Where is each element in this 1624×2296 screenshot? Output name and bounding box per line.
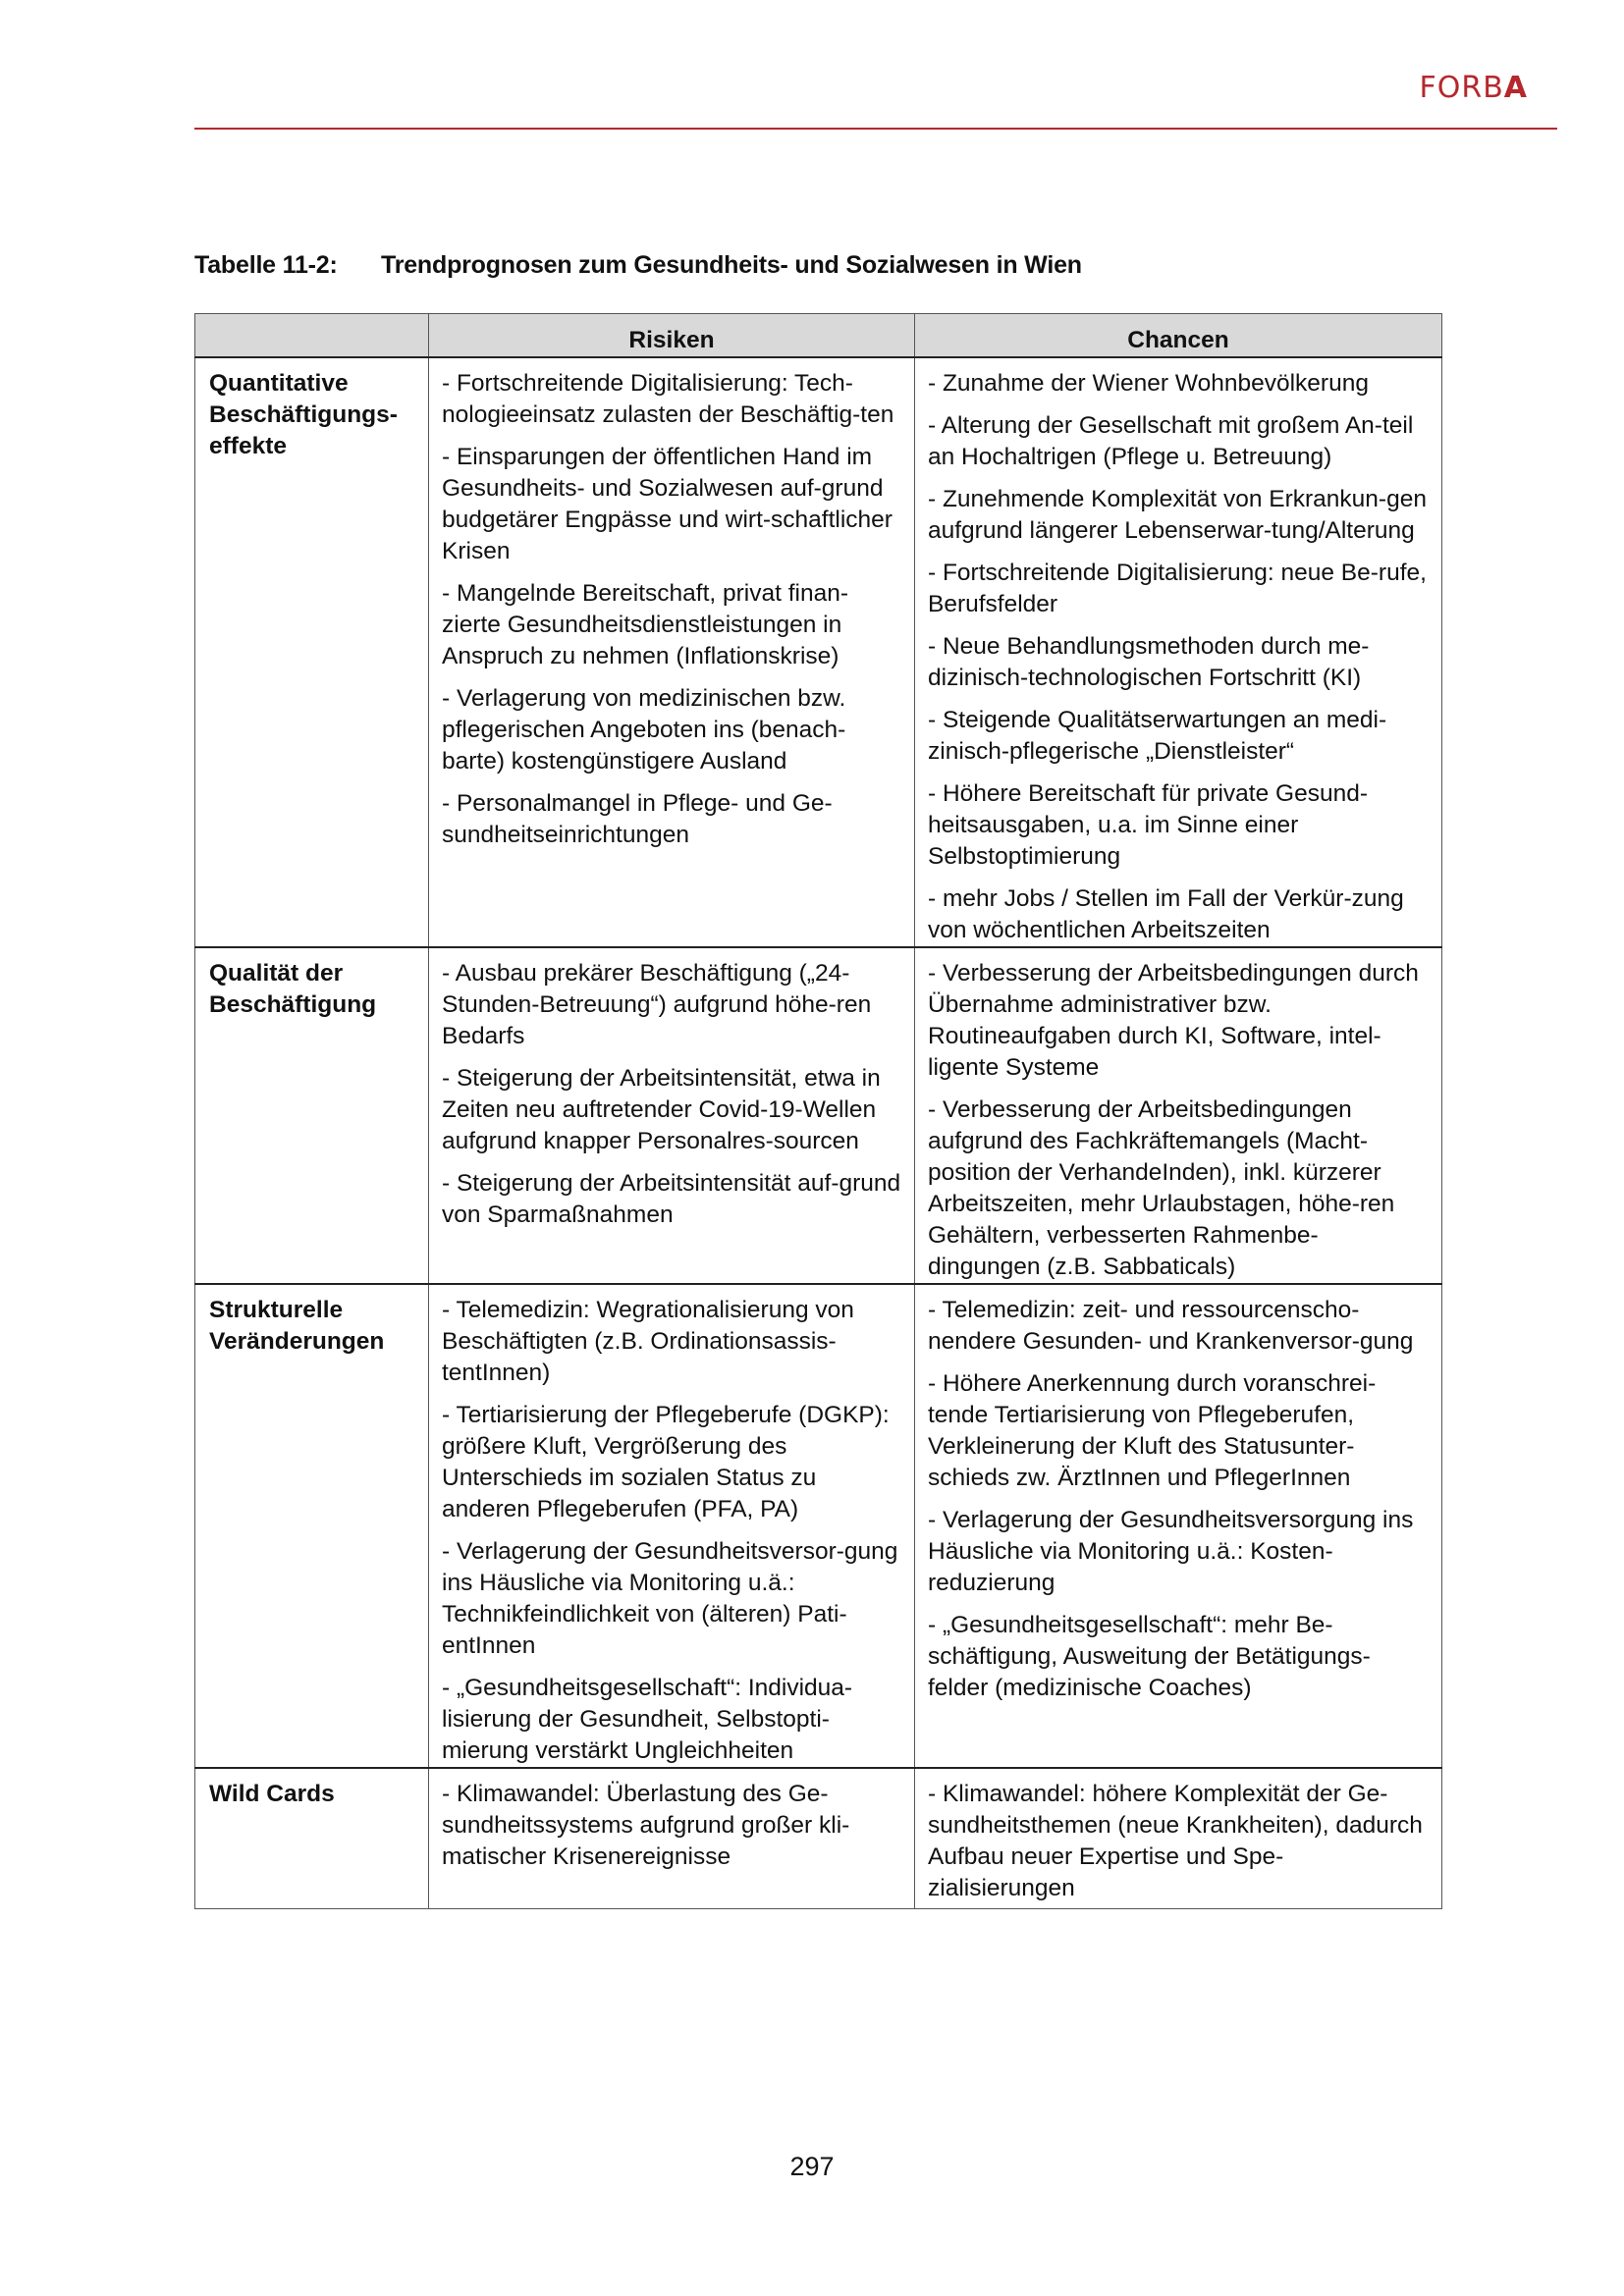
risks-cell (429, 1768, 915, 1908)
table-caption (194, 251, 1082, 280)
header-rule (194, 128, 1557, 130)
risk-item: - Steigerung der Arbeitsintensität auf-grund von Sparmaßnahmen (442, 1170, 901, 1228)
header-risks: Risiken (429, 314, 915, 358)
row-label: Wild Cards (195, 1768, 429, 1908)
risk-item: - Ausbau prekärer Beschäftigung („24-Stunden-Betreuung“) aufgrund höhe-ren Bedarfs (442, 960, 872, 1049)
risk-item: - Fortschreitende Digitalisierung: Tech-nologieeinsatz zulasten der Beschäftig-ten (442, 370, 894, 428)
row-label: Strukturelle Veränderungen (195, 1284, 429, 1768)
chance-item: - Neue Behandlungsmethoden durch me-dizinisch-technologischen Fortschritt (KI) (928, 633, 1370, 691)
chance-item: - Fortschreitende Digitalisierung: neue Be-rufe, Berufsfelder (928, 560, 1427, 617)
chances-cell (915, 1768, 1442, 1908)
chance-item: - Höhere Bereitschaft für private Gesund-heitsausgaben, u.a. im Sinne einer Selbstoptimierung (928, 780, 1369, 870)
chance-item: - Verbesserung der Arbeitsbedingungen aufgrund des Fachkräftemangels (Macht-position der VerhandeInden), inkl. kürzerer Arbeitszeiten, mehr Urlaubstagen, höhe-ren Gehältern, verbesserten Rahmenbe-dingungen (z.B. Sabbaticals) (928, 1096, 1395, 1280)
risk-item: - Verlagerung der Gesundheitsversor-gung ins Häusliche via Monitoring u.ä.: Technikfeindlichkeit von (älteren) Pati-entInnen (442, 1538, 898, 1659)
chance-item: - mehr Jobs / Stellen im Fall der Verkür-zung von wöchentlichen Arbeitszeiten (928, 885, 1404, 943)
chance-item: - Höhere Anerkennung durch voranschrei-tende Tertiarisierung von Pflegeberufen, Verkleinerung der Kluft des Statusunter-schieds zw. ÄrztInnen und PflegerInnen (928, 1370, 1377, 1491)
caption-title: Trendprognosen zum Gesundheits- und Sozialwesen in Wien (381, 251, 1082, 279)
chance-item: - Verbesserung der Arbeitsbedingungen durch Übernahme administrativer bzw. Routineaufgaben durch KI, Software, intel-ligente Systeme (928, 960, 1419, 1081)
chance-item: - Klimawandel: höhere Komplexität der Ge-sundheitsthemen (neue Krankheiten), dadurch Aufbau neuer Expertise und Spe-zialisierungen (928, 1781, 1423, 1901)
table-row (195, 947, 1442, 1284)
chance-item: - Verlagerung der Gesundheitsversorgung ins Häusliche via Monitoring u.ä.: Kosten-reduzierung (928, 1507, 1414, 1596)
header-corner (195, 314, 429, 358)
chance-item: - Telemedizin: zeit- und ressourcenscho-nendere Gesunden- und Krankenversor-gung (928, 1297, 1414, 1355)
risk-item: - Telemedizin: Wegrationalisierung von Beschäftigten (z.B. Ordinationsassis-tentInnen) (442, 1297, 854, 1386)
table-row (195, 1768, 1442, 1908)
table-row (195, 357, 1442, 947)
row-label: Quantitative Beschäftigungs-effekte (195, 357, 429, 947)
risk-item: - Personalmangel in Pflege- und Ge-sundheitseinrichtungen (442, 790, 833, 848)
risks-cell (429, 947, 915, 1284)
chance-item: - Zunahme der Wiener Wohnbevölkerung (928, 370, 1369, 397)
logo-suffix: A (1503, 71, 1528, 105)
chances-cell (915, 947, 1442, 1284)
chance-item: - Alterung der Gesellschaft mit großem An-teil an Hochaltrigen (Pflege u. Betreuung) (928, 412, 1414, 470)
chance-item: - Steigende Qualitätserwartungen an medi-zinisch-pflegerische „Dienstleister“ (928, 707, 1387, 765)
logo-prefix: FORB (1419, 71, 1504, 105)
risk-item: - Tertiarisierung der Pflegeberufe (DGKP): größere Kluft, Vergrößerung des Unterschieds im sozialen Status zu anderen Pflegeberufen (PFA, PA) (442, 1402, 890, 1522)
risk-item: - Verlagerung von medizinischen bzw. pflegerischen Angeboten ins (benach-barte) kostengünstigere Ausland (442, 685, 846, 774)
header-chances: Chancen (915, 314, 1442, 358)
chance-item: - „Gesundheitsgesellschaft“: mehr Be-schäftigung, Ausweitung der Betätigungs-felder (medizinische Coaches) (928, 1612, 1371, 1701)
chances-cell (915, 1284, 1442, 1768)
row-label: Qualität der Beschäftigung (195, 947, 429, 1284)
table-header-row (195, 314, 1442, 358)
risks-cell (429, 1284, 915, 1768)
forba-logo (1419, 71, 1528, 105)
risk-item: - „Gesundheitsgesellschaft“: Individua-lisierung der Gesundheit, Selbstopti-mierung verstärkt Ungleichheiten (442, 1675, 853, 1764)
risk-item: - Steigerung der Arbeitsintensität, etwa in Zeiten neu auftretender Covid-19-Wellen aufgrund knapper Personalres-sourcen (442, 1065, 881, 1154)
risk-item: - Mangelnde Bereitschaft, privat finan-zierte Gesundheitsdienstleistungen in Anspruch zu nehmen (Inflationskrise) (442, 580, 848, 669)
chances-cell (915, 357, 1442, 947)
page-number: 297 (789, 2152, 835, 2181)
trend-table (194, 313, 1442, 1909)
risk-item: - Einsparungen der öffentlichen Hand im Gesundheits- und Sozialwesen auf-grund budgetärer Engpässe und wirt-schaftlicher Krisen (442, 444, 893, 564)
caption-label: Tabelle 11-2: (194, 251, 338, 279)
risks-cell (429, 357, 915, 947)
risk-item: - Klimawandel: Überlastung des Ge-sundheitssystems aufgrund großer kli-matischer Krisenereignisse (442, 1781, 850, 1870)
chance-item: - Zunehmende Komplexität von Erkrankun-gen aufgrund längerer Lebenserwar-tung/Alterung (928, 486, 1427, 544)
table-row (195, 1284, 1442, 1768)
